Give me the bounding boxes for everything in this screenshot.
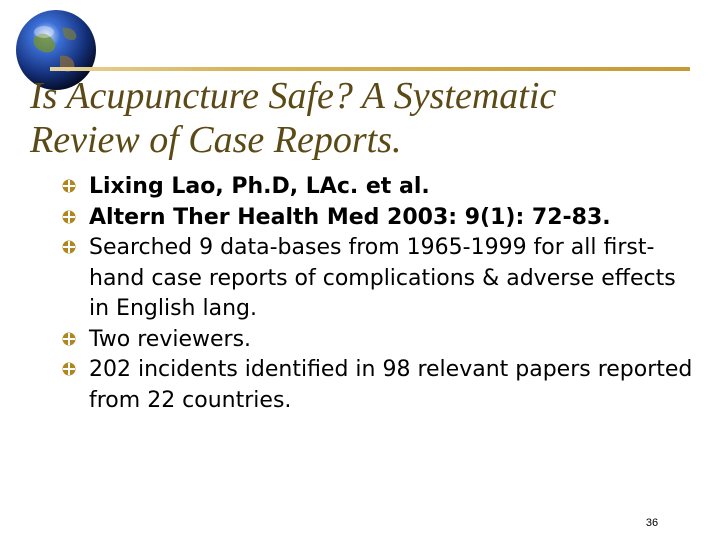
bullet-item <box>62 325 702 356</box>
bullet-item <box>62 355 702 416</box>
page-number: 36 <box>645 517 659 529</box>
title-underline <box>50 67 690 71</box>
bullet-text: Searched 9 data-bases from 1965-1999 for all first-hand case reports of complications & adverse effects in English lang. <box>89 235 676 321</box>
bullet-text: Lixing Lao, Ph.D, LAc. et al. <box>89 174 430 199</box>
bullet-item <box>62 203 702 234</box>
bullet-text: Two reviewers. <box>89 326 252 352</box>
circle-cross-bullet-icon <box>62 240 76 254</box>
circle-cross-bullet-icon <box>62 179 76 193</box>
bullet-item <box>62 233 702 325</box>
slide-title-line-2: Review of Case Reports. <box>30 119 402 161</box>
bullet-text: 202 incidents identified in 98 relevant papers reported from 22 countries. <box>89 357 693 413</box>
circle-cross-bullet-icon <box>62 362 76 376</box>
slide-title-line-1: Is Acupuncture Safe? A Systematic <box>30 75 557 117</box>
circle-cross-bullet-icon <box>62 210 76 224</box>
bullet-item <box>62 172 702 203</box>
slide-title <box>30 74 670 162</box>
bullet-text: Altern Ther Health Med 2003: 9(1): 72-83. <box>89 204 611 230</box>
circle-cross-bullet-icon <box>62 332 76 346</box>
bullet-list <box>62 172 702 416</box>
